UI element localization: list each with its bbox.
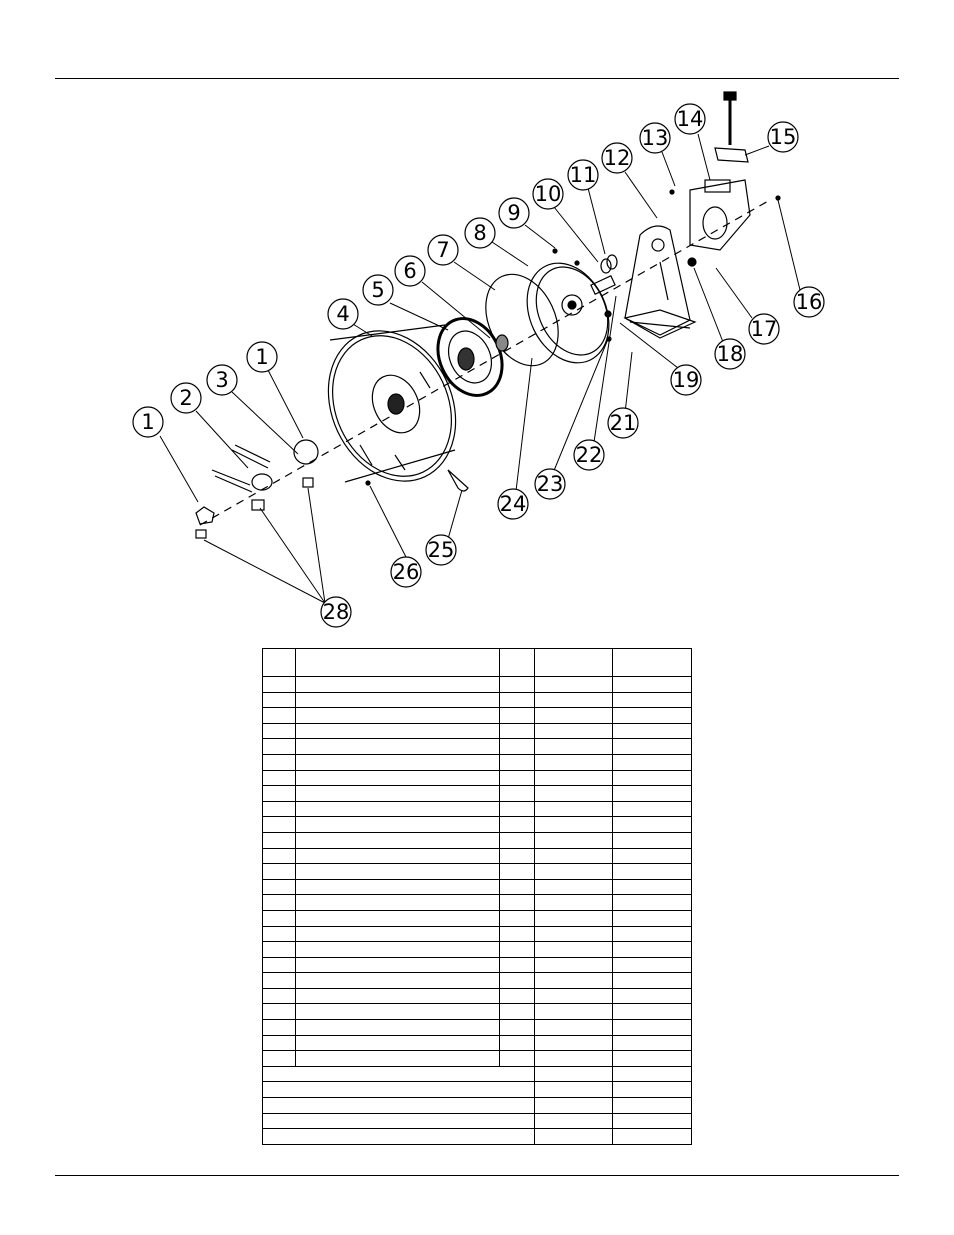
callout-label: 1 xyxy=(255,345,269,369)
table-cell xyxy=(613,786,692,802)
table-cell xyxy=(535,1004,613,1020)
table-cell xyxy=(535,1066,613,1082)
table-cell xyxy=(535,1082,613,1098)
table-cell xyxy=(535,973,613,989)
table-cell xyxy=(613,1098,692,1114)
table-cell xyxy=(500,801,535,817)
table-cell xyxy=(535,848,613,864)
table-cell xyxy=(500,692,535,708)
callout-label: 5 xyxy=(371,278,385,302)
callout-label: 22 xyxy=(575,443,603,467)
table-cell xyxy=(296,754,500,770)
table-cell xyxy=(613,739,692,755)
table-cell xyxy=(500,879,535,895)
table-cell xyxy=(263,1004,296,1020)
callout-16 xyxy=(794,287,824,317)
support-stand xyxy=(625,226,695,338)
table-cell xyxy=(500,786,535,802)
table-row xyxy=(263,957,692,973)
table-cell xyxy=(613,1020,692,1036)
table-cell xyxy=(263,1051,296,1067)
table-row xyxy=(263,817,692,833)
table-row xyxy=(263,973,692,989)
table-cell xyxy=(613,817,692,833)
table-cell xyxy=(263,754,296,770)
table-row xyxy=(263,1113,692,1129)
table-cell xyxy=(500,677,535,693)
table-cell xyxy=(263,786,296,802)
table-cell xyxy=(296,786,500,802)
table-row xyxy=(263,1129,692,1145)
table-cell xyxy=(263,926,296,942)
table-cell xyxy=(296,973,500,989)
table-cell xyxy=(500,864,535,880)
table-cell xyxy=(263,649,296,677)
table-cell xyxy=(613,801,692,817)
table-cell xyxy=(263,692,296,708)
table-cell xyxy=(500,957,535,973)
callout-label: 16 xyxy=(795,290,823,314)
table-cell xyxy=(535,988,613,1004)
table-row xyxy=(263,786,692,802)
table-cell xyxy=(500,1020,535,1036)
table-cell xyxy=(535,692,613,708)
table-cell xyxy=(263,1082,535,1098)
footer-rule xyxy=(55,1175,899,1176)
callout-label: 12 xyxy=(603,146,631,170)
callout-4 xyxy=(328,299,358,329)
callout-15 xyxy=(768,122,798,152)
table-cell xyxy=(613,864,692,880)
table-row xyxy=(263,770,692,786)
table-row xyxy=(263,708,692,724)
table-cell xyxy=(500,723,535,739)
table-cell xyxy=(263,895,296,911)
callout-label: 19 xyxy=(672,368,700,392)
table-row xyxy=(263,832,692,848)
table-cell xyxy=(613,708,692,724)
callout-11 xyxy=(568,160,598,190)
table-row xyxy=(263,677,692,693)
callout-9 xyxy=(499,198,529,228)
table-cell xyxy=(535,708,613,724)
table-cell xyxy=(535,864,613,880)
callout-26 xyxy=(391,557,421,587)
table-cell xyxy=(613,1113,692,1129)
callout-label: 18 xyxy=(716,342,744,366)
table-cell xyxy=(500,832,535,848)
callout-13 xyxy=(640,123,670,153)
table-cell xyxy=(500,1051,535,1067)
table-cell xyxy=(296,1035,500,1051)
table-cell xyxy=(296,1004,500,1020)
callout-label: 24 xyxy=(499,492,527,516)
table-cell xyxy=(613,942,692,958)
table-cell xyxy=(296,879,500,895)
table-cell xyxy=(296,649,500,677)
table-cell xyxy=(535,1113,613,1129)
table-cell xyxy=(535,942,613,958)
table-row xyxy=(263,942,692,958)
table-cell xyxy=(263,988,296,1004)
table-row xyxy=(263,1020,692,1036)
table-row xyxy=(263,739,692,755)
table-cell xyxy=(263,1113,535,1129)
table-cell xyxy=(500,754,535,770)
table-cell xyxy=(613,926,692,942)
table-cell xyxy=(500,973,535,989)
table-cell xyxy=(613,879,692,895)
table-cell xyxy=(535,649,613,677)
table-cell xyxy=(500,942,535,958)
table-cell xyxy=(613,770,692,786)
table-row xyxy=(263,988,692,1004)
table-cell xyxy=(500,708,535,724)
table-cell xyxy=(263,770,296,786)
table-cell xyxy=(263,864,296,880)
parts-list-table xyxy=(262,648,692,1145)
table-row xyxy=(263,926,692,942)
callout-label: 1 xyxy=(141,410,155,434)
table-row xyxy=(263,801,692,817)
callout-label: 26 xyxy=(392,560,420,584)
table-cell xyxy=(263,957,296,973)
table-cell xyxy=(263,848,296,864)
callout-label: 13 xyxy=(641,126,669,150)
table-cell xyxy=(535,786,613,802)
callout-label: 2 xyxy=(179,386,193,410)
header-rule xyxy=(55,78,899,79)
callout-3 xyxy=(207,365,237,395)
table-cell xyxy=(296,1020,500,1036)
table-row xyxy=(263,1066,692,1082)
table-cell xyxy=(263,973,296,989)
callout-1 xyxy=(133,407,163,437)
table-cell xyxy=(263,879,296,895)
callout-12 xyxy=(602,143,632,173)
exploded-parts-diagram xyxy=(0,80,954,640)
callout-label: 17 xyxy=(750,317,778,341)
callout-label: 9 xyxy=(507,201,521,225)
callout-label: 6 xyxy=(403,259,417,283)
callout-label: 10 xyxy=(534,182,562,206)
table-row xyxy=(263,723,692,739)
table-cell xyxy=(500,770,535,786)
table-cell xyxy=(296,739,500,755)
table-cell xyxy=(613,1051,692,1067)
table-cell xyxy=(296,692,500,708)
table-cell xyxy=(263,832,296,848)
table-cell xyxy=(296,926,500,942)
table-cell xyxy=(296,942,500,958)
table-cell xyxy=(535,895,613,911)
callout-28 xyxy=(321,597,351,627)
table-row xyxy=(263,1035,692,1051)
table-cell xyxy=(535,1129,613,1145)
table-cell xyxy=(613,895,692,911)
table-cell xyxy=(613,1035,692,1051)
table-row xyxy=(263,1051,692,1067)
table-cell xyxy=(263,1129,535,1145)
callout-label: 14 xyxy=(676,107,704,131)
table-cell xyxy=(535,677,613,693)
table-cell xyxy=(263,817,296,833)
table-cell xyxy=(535,879,613,895)
callout-label: 25 xyxy=(427,538,455,562)
table-cell xyxy=(263,677,296,693)
table-cell xyxy=(535,926,613,942)
shaft-assembly xyxy=(591,255,617,294)
table-cell xyxy=(535,1020,613,1036)
table-row xyxy=(263,864,692,880)
table-cell xyxy=(296,957,500,973)
table-cell xyxy=(296,848,500,864)
table-cell xyxy=(613,1082,692,1098)
table-cell xyxy=(296,832,500,848)
table-row xyxy=(263,895,692,911)
table-row xyxy=(263,879,692,895)
table-cell xyxy=(263,801,296,817)
callout-18 xyxy=(715,339,745,369)
pin xyxy=(448,470,468,491)
table-cell xyxy=(613,1066,692,1082)
table-cell xyxy=(535,1098,613,1114)
table-cell xyxy=(613,988,692,1004)
table-row xyxy=(263,848,692,864)
motor-bracket xyxy=(690,180,750,250)
table-cell xyxy=(296,988,500,1004)
callout-bubbles xyxy=(133,104,824,627)
table-cell xyxy=(500,895,535,911)
table-cell xyxy=(613,910,692,926)
table-cell xyxy=(535,754,613,770)
callout-14 xyxy=(675,104,705,134)
callout-17 xyxy=(749,314,779,344)
swivel xyxy=(715,92,748,162)
table-cell xyxy=(500,1035,535,1051)
center-axis-line xyxy=(200,200,770,525)
table-header-row xyxy=(263,649,692,677)
table-cell xyxy=(535,957,613,973)
table-cell xyxy=(613,754,692,770)
table-cell xyxy=(613,649,692,677)
callout-label: 7 xyxy=(436,238,450,262)
table-row xyxy=(263,910,692,926)
table-cell xyxy=(613,677,692,693)
table-cell xyxy=(296,801,500,817)
table-cell xyxy=(535,723,613,739)
table-cell xyxy=(535,832,613,848)
callout-5 xyxy=(363,275,393,305)
callout-label: 21 xyxy=(609,411,637,435)
table-cell xyxy=(613,957,692,973)
table-cell xyxy=(263,1066,535,1082)
table-row xyxy=(263,1082,692,1098)
table-cell xyxy=(535,770,613,786)
table-cell xyxy=(296,723,500,739)
table-cell xyxy=(263,739,296,755)
callout-21 xyxy=(608,408,638,438)
table-cell xyxy=(296,1051,500,1067)
callout-23 xyxy=(535,469,565,499)
table-cell xyxy=(500,910,535,926)
table-row xyxy=(263,754,692,770)
table-cell xyxy=(613,973,692,989)
table-cell xyxy=(263,1020,296,1036)
table-cell xyxy=(500,817,535,833)
callout-10 xyxy=(533,179,563,209)
table-cell xyxy=(500,1004,535,1020)
table-cell xyxy=(613,1129,692,1145)
table-row xyxy=(263,1004,692,1020)
reel-drum xyxy=(305,310,480,502)
callout-label: 23 xyxy=(536,472,564,496)
table-cell xyxy=(296,770,500,786)
callout-label: 28 xyxy=(322,600,350,624)
callout-6 xyxy=(395,256,425,286)
table-cell xyxy=(535,801,613,817)
table-cell xyxy=(535,817,613,833)
table-cell xyxy=(613,723,692,739)
table-cell xyxy=(296,708,500,724)
table-cell xyxy=(535,739,613,755)
callout-label: 8 xyxy=(473,221,487,245)
fasteners xyxy=(366,190,780,485)
table-cell xyxy=(500,649,535,677)
callout-label: 11 xyxy=(569,163,597,187)
table-cell xyxy=(613,1004,692,1020)
callout-label: 3 xyxy=(215,368,229,392)
table-cell xyxy=(500,848,535,864)
callout-7 xyxy=(428,235,458,265)
table-cell xyxy=(613,832,692,848)
table-cell xyxy=(296,864,500,880)
table-cell xyxy=(263,1098,535,1114)
callout-22 xyxy=(574,440,604,470)
table-row xyxy=(263,1098,692,1114)
callout-2 xyxy=(171,383,201,413)
table-cell xyxy=(500,739,535,755)
callout-19 xyxy=(671,365,701,395)
table-row xyxy=(263,692,692,708)
hose-fittings xyxy=(196,440,318,538)
callout-8 xyxy=(465,218,495,248)
callout-1 xyxy=(247,342,277,372)
table-cell xyxy=(500,988,535,1004)
table-cell xyxy=(296,895,500,911)
table-cell xyxy=(613,848,692,864)
callout-label: 4 xyxy=(336,302,350,326)
callout-24 xyxy=(498,489,528,519)
table-cell xyxy=(296,677,500,693)
table-cell xyxy=(535,910,613,926)
table-cell xyxy=(296,817,500,833)
table-cell xyxy=(263,1035,296,1051)
table-cell xyxy=(535,1035,613,1051)
table-cell xyxy=(500,926,535,942)
table-cell xyxy=(263,708,296,724)
table-cell xyxy=(263,723,296,739)
table-cell xyxy=(613,692,692,708)
callout-label: 15 xyxy=(769,125,797,149)
callout-25 xyxy=(426,535,456,565)
table-cell xyxy=(296,910,500,926)
table-cell xyxy=(263,942,296,958)
table-cell xyxy=(263,910,296,926)
spring-cover xyxy=(426,308,514,406)
table-cell xyxy=(535,1051,613,1067)
